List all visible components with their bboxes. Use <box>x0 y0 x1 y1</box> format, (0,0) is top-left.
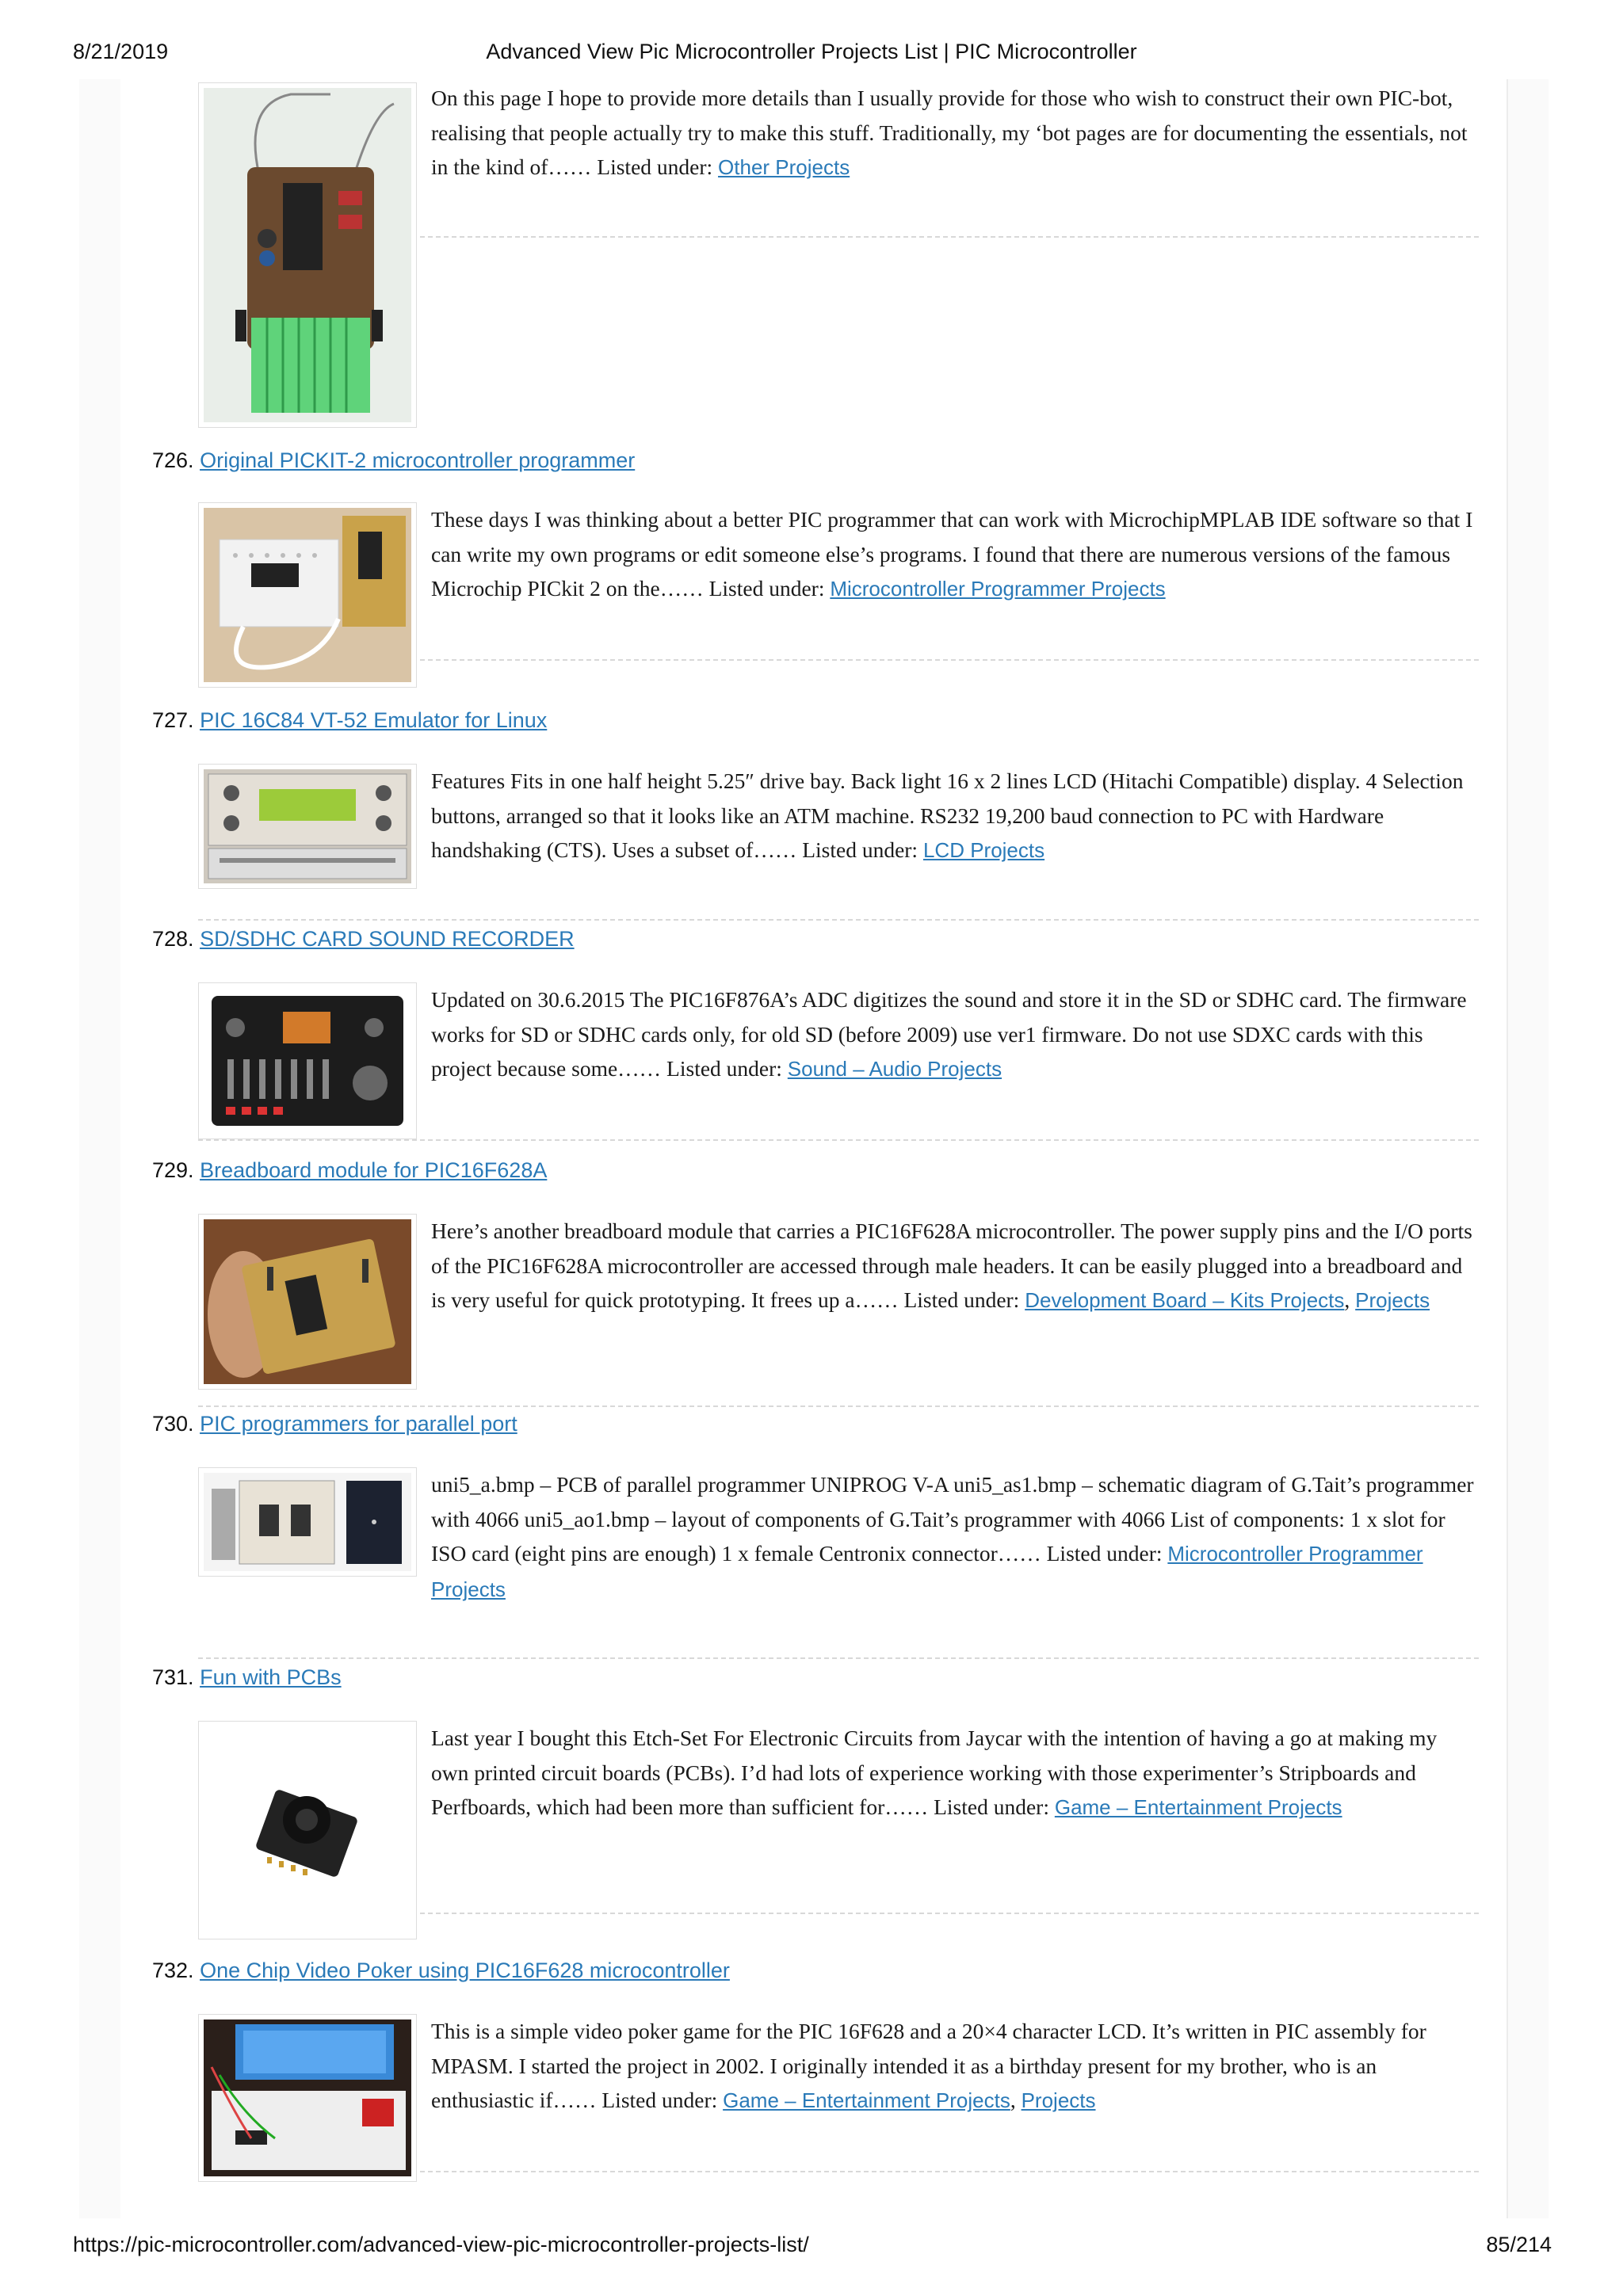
project-thumbnail[interactable] <box>198 2014 417 2182</box>
category-link[interactable]: Projects <box>1355 1288 1430 1312</box>
entry-heading <box>152 448 635 473</box>
parallel-programmer-image <box>204 1473 411 1571</box>
entry-number: 727. <box>152 708 194 732</box>
project-thumbnail[interactable] <box>198 764 417 889</box>
project-thumbnail[interactable] <box>198 1721 417 1939</box>
entry-number: 728. <box>152 927 194 951</box>
print-footer <box>0 2233 1623 2264</box>
project-title-link[interactable]: SD/SDHC CARD SOUND RECORDER <box>200 927 575 951</box>
project-description: Updated on 30.6.2015 The PIC16F876A’s ADC digitizes the sound and store it in the SD or SDHC card. The firmware works for SD or SDHC cards only, for old SD (before 2009) use ver1 firmware. Do not use SDXC cards with this project because some…… Listed under: Sound – Audio Projects <box>431 987 1467 1081</box>
print-url: https://pic-microcontroller.com/advanced-view-pic-microcontroller-projects-list/ <box>73 2233 809 2256</box>
project-description: These days I was thinking about a better PIC programmer that can work with MicrochipMPLAB IDE software so that I can write my own programs or edit someone else’s programs. I found that there are numerous versions of the famous Microchip PICkit 2 on the…… Listed under: Microcontroller Programmer Projects <box>431 507 1473 601</box>
entry-number: 732. <box>152 1958 194 1982</box>
print-page-title: Advanced View Pic Microcontroller Projects List | PIC Microcontroller <box>486 40 1137 63</box>
breadboard-module-image <box>204 1219 411 1384</box>
pickit2-image <box>204 508 411 682</box>
entry-separator <box>198 1657 1479 1659</box>
project-thumbnail[interactable] <box>198 82 417 428</box>
entry-separator <box>420 236 1479 238</box>
category-link[interactable]: LCD Projects <box>922 838 1045 862</box>
entry-number: 731. <box>152 1665 194 1689</box>
category-link[interactable]: Projects <box>1021 2088 1096 2112</box>
entry-heading <box>152 1158 547 1183</box>
entry-heading <box>152 1665 342 1690</box>
entry-number: 726. <box>152 448 194 472</box>
project-thumbnail[interactable] <box>198 1214 417 1390</box>
category-link[interactable]: Game – Entertainment Projects <box>723 2088 1010 2112</box>
project-thumbnail[interactable] <box>198 1467 417 1577</box>
entry-number: 729. <box>152 1158 194 1182</box>
project-title-link[interactable]: PIC 16C84 VT-52 Emulator for Linux <box>200 708 548 732</box>
project-description: uni5_a.bmp – PCB of parallel programmer UNIPROG V-A uni5_as1.bmp – schematic diagram of G.Tait’s programmer with 4066 uni5_ao1.bmp – layout of components of G.Tait’s programmer with 4066 List of components: 1 x slot for ISO card (eight pins are enough) 1 x female Centronix connector…… Listed under: Microcontroller Programmer Projects <box>431 1472 1474 1601</box>
print-header <box>0 40 1623 71</box>
entry-separator <box>420 659 1479 661</box>
entry-separator <box>198 919 1479 921</box>
entry-separator <box>420 2171 1479 2172</box>
project-title-link[interactable]: Fun with PCBs <box>200 1665 342 1689</box>
project-description: Features Fits in one half height 5.25″ drive bay. Back light 16 x 2 lines LCD (Hitachi Compatible) display. 4 Selection buttons, arranged so that it looks like an ATM machine. RS232 19,200 baud connection to PC with Hardware handshaking (CTS). Uses a subset of…… Listed under: LCD Projects <box>431 769 1464 862</box>
entry-number: 730. <box>152 1412 194 1436</box>
entry-separator <box>198 1139 1479 1141</box>
project-title-link[interactable]: PIC programmers for parallel port <box>200 1412 517 1436</box>
project-thumbnail[interactable] <box>198 502 417 688</box>
category-link[interactable]: Microcontroller Programmer Projects <box>830 577 1166 601</box>
project-description: Last year I bought this Etch-Set For Electronic Circuits from Jaycar with the intention of having a go at making my own printed circuit boards (PCBs). I’d had lots of experience working with those experimenter’s Stripboards and Perfboards, which had been more than sufficient for…… Listed under: Game – Entertainment Projects <box>431 1726 1438 1819</box>
category-link[interactable]: Other Projects <box>718 155 850 179</box>
video-poker-image <box>204 2019 411 2176</box>
project-title-link[interactable]: Breadboard module for PIC16F628A <box>200 1158 548 1182</box>
pic-bot-image <box>204 88 411 422</box>
project-title-link[interactable]: Original PICKIT-2 microcontroller programmer <box>200 448 636 472</box>
entry-heading <box>152 1412 517 1436</box>
entry-heading <box>152 1958 730 1983</box>
project-description: This is a simple video poker game for the PIC 16F628 and a 20×4 character LCD. It’s written in PIC assembly for MPASM. I started the project in 2002. I originally intended it as a birthday present for my brother, who is an enthusiastic if…… Listed under: Game – Entertainment Projects, Projects <box>431 2019 1426 2112</box>
entry-heading <box>152 708 547 733</box>
pcb-camera-image <box>204 1726 411 1934</box>
vt52-emulator-image <box>204 769 411 883</box>
category-link[interactable]: Sound – Audio Projects <box>787 1057 1002 1081</box>
entry-heading <box>152 927 575 952</box>
category-link[interactable]: Game – Entertainment Projects <box>1054 1795 1342 1819</box>
entry-separator <box>420 1913 1479 1914</box>
sound-recorder-image <box>204 988 411 1134</box>
entry-separator <box>198 1405 1479 1407</box>
page-counter: 85/214 <box>1486 2233 1552 2256</box>
category-link[interactable]: Microcontroller Programmer Projects <box>431 1542 1423 1601</box>
project-thumbnail[interactable] <box>198 982 417 1139</box>
category-link[interactable]: Development Board – Kits Projects <box>1025 1288 1345 1312</box>
project-title-link[interactable]: One Chip Video Poker using PIC16F628 microcontroller <box>200 1958 730 1982</box>
project-description: Here’s another breadboard module that carries a PIC16F628A microcontroller. The power supply pins and the I/O ports of the PIC16F628A microcontroller are accessed through male headers. It can be easily plugged into a breadboard and is very useful for quick prototyping. It frees up a…… Listed under: Development Board – Kits Projects, Projects <box>431 1219 1472 1312</box>
print-date: 8/21/2019 <box>73 40 169 63</box>
project-description: On this page I hope to provide more details than I usually provide for those who wish to construct their own PIC-bot, realising that people actually try to make this stuff. Traditionally, my ‘bot pages are for documenting the essentials, not in the kind of…… Listed under: Other Projects <box>431 86 1468 179</box>
frame-right-border <box>1507 79 1508 2218</box>
